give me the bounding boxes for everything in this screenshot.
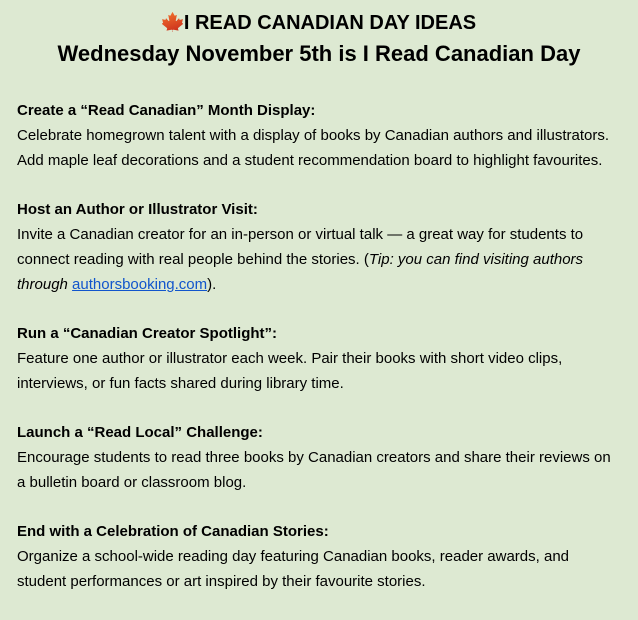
page-title-text: I READ CANADIAN DAY IDEAS <box>183 12 477 34</box>
page-title <box>17 8 621 38</box>
section-creator-spotlight <box>17 321 621 396</box>
section-month-display <box>17 98 621 173</box>
section-heading: Create a “Read Canadian” Month Display: <box>17 102 316 119</box>
section-body: Feature one author or illustrator each week. Pair their books with short video clips, interviews, or fun facts shared during library time. <box>17 350 563 392</box>
section-body: Organize a school-wide reading day featuring Canadian books, reader awards, and student performances or art inspired by their favourite stories. <box>17 548 570 590</box>
section-heading: End with a Celebration of Canadian Stories: <box>17 523 329 540</box>
section-celebration <box>17 519 621 594</box>
body-text-start: Invite a Canadian creator for an in-person or virtual talk — a great way for students to connect reading with real people behind the stories. ( <box>17 226 584 268</box>
maple-leaf-icon <box>162 8 184 38</box>
page-subtitle: Wednesday November 5th is I Read Canadian Day <box>57 41 581 66</box>
section-heading: Launch a “Read Local” Challenge: <box>17 424 263 441</box>
authorsbooking-link[interactable]: authorsbooking.com <box>72 276 208 293</box>
section-author-visit <box>17 197 621 297</box>
body-text-end: ). <box>207 276 217 293</box>
section-read-local-challenge <box>17 420 621 495</box>
section-body <box>17 222 621 297</box>
tip-text: Tip: you can find visiting authors through <box>17 251 584 293</box>
section-heading: Run a “Canadian Creator Spotlight”: <box>17 325 278 342</box>
section-heading: Host an Author or Illustrator Visit: <box>17 201 258 218</box>
section-body: Encourage students to read three books by Canadian creators and share their reviews on a bulletin board or classroom blog. <box>17 449 611 491</box>
section-body: Celebrate homegrown talent with a display of books by Canadian authors and illustrators. Add maple leaf decorations and a student recommendation board to highlight favourites. <box>17 127 610 169</box>
